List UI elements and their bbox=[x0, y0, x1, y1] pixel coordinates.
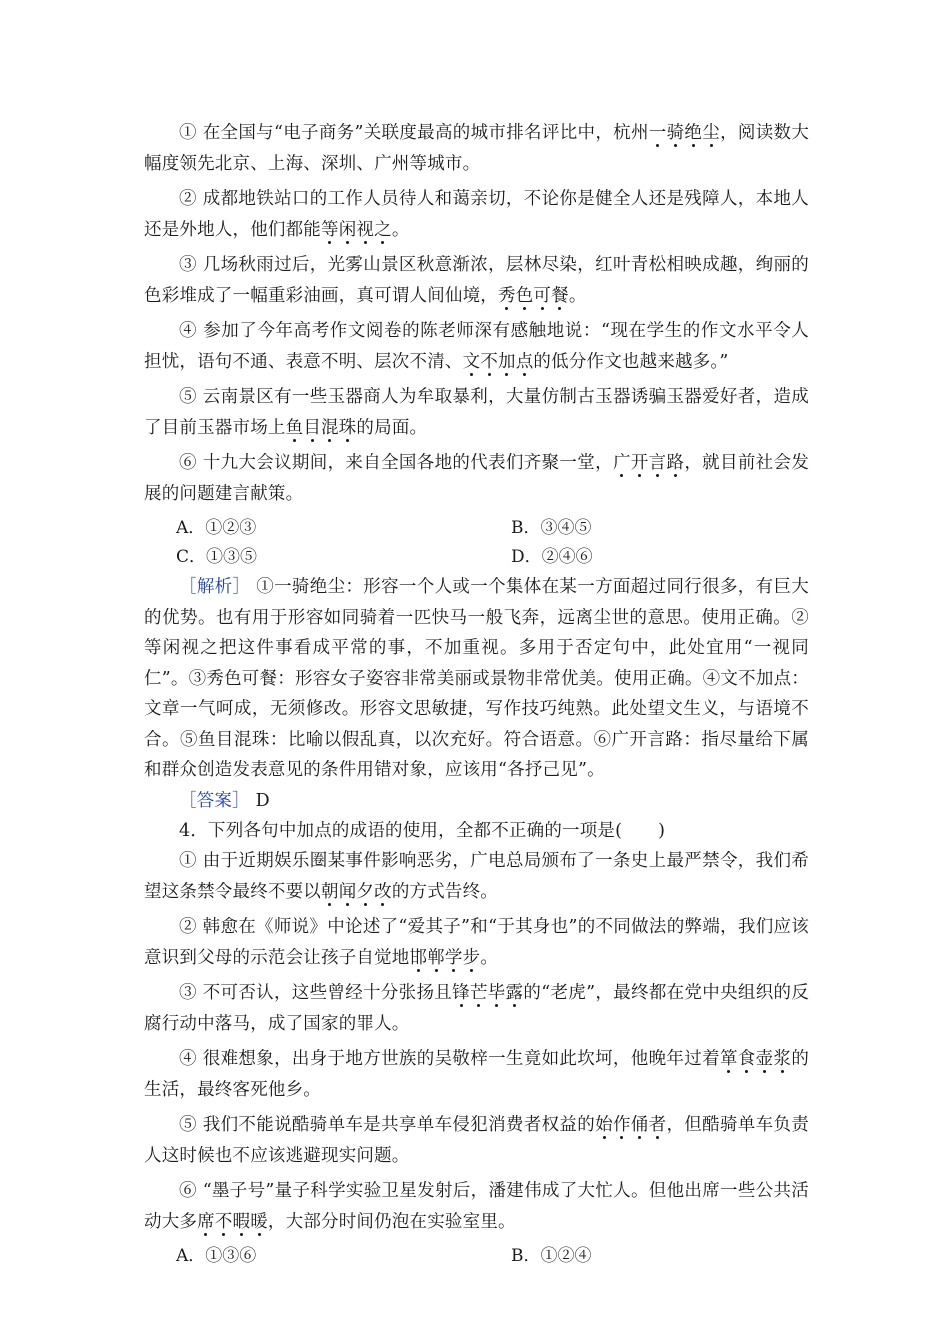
analysis-paragraph bbox=[144, 572, 809, 786]
sentence-text: 。 bbox=[480, 947, 499, 968]
option-b: B．③④⑤ bbox=[511, 518, 592, 538]
sentence-text: 的“老虎”，最终都在党中央组织的反腐行动中落马，成了国家的罪人。 bbox=[144, 982, 810, 1034]
dotted-idiom: 文不加点 bbox=[462, 352, 534, 372]
question3-sentences bbox=[144, 118, 809, 510]
dotted-idiom: 锋芒毕露 bbox=[452, 982, 524, 1003]
analysis-label: ［解析］ bbox=[179, 577, 251, 597]
sentence-text: ③ 几场秋雨过后，光雾山景区秋意渐浓，层林尽染，红叶青松相映成趣，绚丽的色彩堆成了一幅重彩油画，真可谓人间仙境， bbox=[144, 255, 809, 306]
sentence-text: ，阅读数大幅度领先北京、上海、深圳、广州等城市。 bbox=[144, 123, 810, 174]
sentence-item bbox=[144, 1176, 809, 1238]
sentence-text: ⑥ 十九大会议期间，来自全国各地的代表们齐聚一堂， bbox=[179, 453, 613, 473]
dotted-idiom: 等闲视之 bbox=[321, 220, 392, 240]
answer-value: D bbox=[249, 790, 270, 811]
sentence-text: ④ 很难想象，出身于地方世族的吴敬梓一生竟如此坎坷，他晚年过着 bbox=[179, 1048, 720, 1069]
option-a: A．①③⑥ bbox=[176, 1245, 257, 1266]
answer-label: ［答案］ bbox=[179, 790, 250, 811]
sentence-text: ② 韩愈在《师说》中论述了“爱其子”和“于其身也”的不同做法的弊端，我们应该意识到父母的示范会让孩子自觉地 bbox=[144, 916, 809, 968]
options-row bbox=[144, 543, 809, 572]
sentence-text: ① 由于近期娱乐圈某事件影响恶劣，广电总局颁布了一条史上最严禁令，我们希望这条禁令最终不要以 bbox=[144, 850, 809, 902]
sentence-text: 的方式告终。 bbox=[391, 881, 499, 902]
question4-sentences bbox=[144, 846, 809, 1238]
dotted-idiom: 邯郸学步 bbox=[409, 947, 481, 968]
sentence-text: ，就目前社会发展的问题建言献策。 bbox=[144, 453, 810, 504]
sentence-text: ⑥ “墨子号”量子科学实验卫星发射后，潘建伟成了大忙人。但他出席一些公共活动大多 bbox=[144, 1180, 809, 1232]
sentence-text: 的局面。 bbox=[356, 418, 428, 438]
dotted-idiom: 鱼目混珠 bbox=[285, 418, 357, 438]
sentence-text: 。 bbox=[568, 286, 587, 306]
document-page bbox=[144, 118, 809, 1271]
sentence-text: ⑤ 云南景区有一些玉器商人为牟取暴利，大量仿制古玉器诱骗玉器爱好者，造成了目前玉器市场上 bbox=[144, 387, 809, 438]
sentence-text: ② 成都地铁站口的工作人员待人和蔼亲切，不论你是健全人还是残障人，本地人还是外地人，他们都能 bbox=[144, 189, 809, 240]
options-row bbox=[144, 514, 809, 543]
sentence-item bbox=[144, 978, 809, 1040]
sentence-item bbox=[144, 846, 809, 908]
dotted-idiom: 始作俑者 bbox=[595, 1114, 667, 1135]
sentence-text: 的低分作文也越来越多。” bbox=[533, 352, 729, 372]
sentence-item bbox=[144, 1044, 809, 1106]
option-c: C．①③⑤ bbox=[176, 547, 258, 567]
sentence-text: ③ 不可否认，这些曾经十分张扬且 bbox=[179, 982, 453, 1003]
option-d: D．②④⑥ bbox=[511, 547, 593, 567]
sentence-item bbox=[144, 316, 809, 378]
dotted-idiom: 一骑绝尘 bbox=[648, 123, 721, 143]
sentence-text: 。 bbox=[391, 220, 410, 240]
analysis-text: ①一骑绝尘：形容一个人或一个集体在某一方面超过同行很多，有巨大的优势。也有用于形容如同骑着一匹快马一般飞奔，远离尘世的意思。使用正确。②等闲视之把这件事看成平常的事，不加重视。多用于否定句中，此处宜用“一视同仁”。③秀色可餐：形容女子姿容非常美丽或景物非常优美。使用正确。④文不加点：文章一气呵成，无须修改。形容文思敏捷，写作技巧纯熟。此处望文生义，与语境不合。⑤鱼目混珠：比喻以假乱真，以次充好。符合语意。⑥广开言路：指尽量给下属和群众创造发表意见的条件用错对象，应该用“各抒己见”。 bbox=[144, 577, 809, 780]
sentence-text: ⑤ 我们不能说酷骑单车是共享单车侵犯消费者权益的 bbox=[179, 1114, 596, 1135]
sentence-text: ① 在全国与“电子商务”关联度最高的城市排名评比中，杭州 bbox=[179, 123, 649, 143]
sentence-item bbox=[144, 448, 809, 510]
dotted-idiom: 箪食壶浆 bbox=[719, 1048, 792, 1069]
option-b: B．①②④ bbox=[511, 1245, 592, 1266]
dotted-idiom: 广开言路 bbox=[612, 453, 685, 473]
sentence-item bbox=[144, 912, 809, 974]
dotted-idiom: 朝闻夕改 bbox=[321, 881, 392, 902]
sentence-text: ④ 参加了今年高考作文阅卷的陈老师深有感触地说：“现在学生的作文水平令人担忧，语句不通、表意不明、层次不清、 bbox=[144, 321, 809, 372]
option-a: A．①②③ bbox=[176, 518, 257, 538]
options-row bbox=[144, 1242, 809, 1271]
sentence-item bbox=[144, 250, 809, 312]
sentence-text: ，但酷骑单车负责人这时候也不应该逃避现实问题。 bbox=[144, 1114, 810, 1166]
sentence-text: 的生活，最终客死他乡。 bbox=[144, 1048, 810, 1100]
sentence-item bbox=[144, 1110, 809, 1172]
sentence-item bbox=[144, 184, 809, 246]
sentence-text: ，大部分时间仍泡在实验室里。 bbox=[267, 1211, 516, 1232]
question4-stem: 4．下列各句中加点的成语的使用，全都不正确的一项是( ) bbox=[179, 820, 666, 841]
sentence-item bbox=[144, 118, 809, 180]
dotted-idiom: 秀色可餐 bbox=[498, 286, 569, 306]
dotted-idiom: 席不暇暖 bbox=[197, 1211, 268, 1232]
sentence-item bbox=[144, 382, 809, 444]
answer-line bbox=[144, 786, 809, 816]
